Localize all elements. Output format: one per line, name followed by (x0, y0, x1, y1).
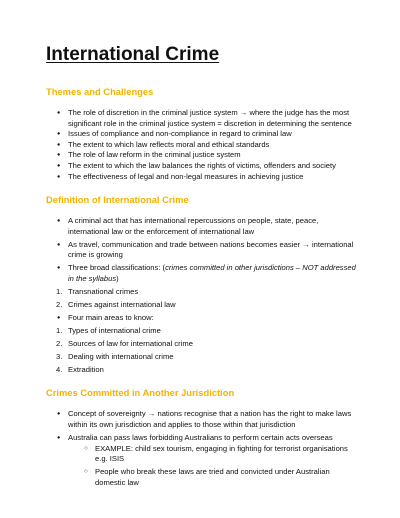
item-number: 2. (56, 299, 63, 309)
list-item: ● The role of law reform in the criminal justice system (46, 150, 360, 161)
bullet-list (46, 216, 360, 375)
classification-lead: Three broad classifications: ( (68, 263, 166, 273)
sub-list-item: ○ EXAMPLE: child sex tourism, engaging in fighting for terrorist organisations e.g. ISIS (46, 444, 360, 465)
bullet-list (46, 108, 360, 182)
classification-note: crimes committed in other jurisdictions – NOT addressed in the syllabus (68, 263, 356, 283)
list-item: ● Concept of sovereignty → nations recognise that a nation has the right to make laws within its own jurisdiction and applies to those within that jurisdiction (46, 409, 360, 430)
list-item: ● The effectiveness of legal and non-legal measures in achieving justice (46, 172, 360, 183)
sub-list-item: ○ People who break these laws are tried and convicted under Australian domestic law (46, 467, 360, 488)
item-text: Sources of law for international crime (68, 338, 193, 348)
list-item: ● The extent to which law reflects moral and ethical standards (46, 140, 360, 151)
list-item: ● A criminal act that has international repercussions on people, state, peace, international law or the enforcement of international law (46, 216, 360, 237)
section-heading: Definition of International Crime (46, 194, 189, 206)
section-heading: Themes and Challenges (46, 86, 154, 97)
numbered-item (46, 300, 360, 311)
list-item: ● Australia can pass laws forbidding Australians to perform certain acts overseas (46, 433, 360, 444)
numbered-item (46, 365, 360, 376)
list-item: ● Issues of compliance and non-compliance in regard to criminal law (46, 129, 360, 140)
page-title: International Crime (46, 44, 220, 65)
numbered-item (46, 352, 360, 363)
numbered-item (46, 326, 360, 337)
list-item: ● Four main areas to know: (46, 313, 360, 324)
item-text: Crimes against international law (68, 299, 176, 309)
section-definition (46, 194, 360, 375)
item-number: 4. (56, 364, 63, 374)
item-text: Dealing with international crime (68, 351, 174, 361)
item-number: 3. (56, 351, 63, 361)
numbered-item (46, 287, 360, 298)
item-number: 1. (56, 286, 63, 296)
list-item: ● The extent to which the law balances the rights of victims, offenders and society (46, 161, 360, 172)
section-heading: Crimes Committed in Another Jurisdiction (46, 387, 235, 399)
classification-tail: ) (116, 273, 119, 283)
item-text: Transnational crimes (68, 286, 139, 296)
numbered-item (46, 339, 360, 350)
list-item: ● As travel, communication and trade between nations becomes easier → international crime is growing (46, 240, 360, 261)
item-text: Types of international crime (68, 325, 161, 335)
item-number: 1. (56, 325, 63, 335)
item-number: 2. (56, 338, 63, 348)
bullet-list (46, 409, 360, 488)
section-other-jurisdiction (46, 387, 360, 488)
list-item: ● The role of discretion in the criminal justice system → where the judge has the most significant role in the criminal justice system = discretion in determining the sentence (46, 108, 360, 129)
list-item (46, 263, 360, 284)
section-themes (46, 86, 360, 182)
item-text: Extradition (68, 364, 104, 374)
